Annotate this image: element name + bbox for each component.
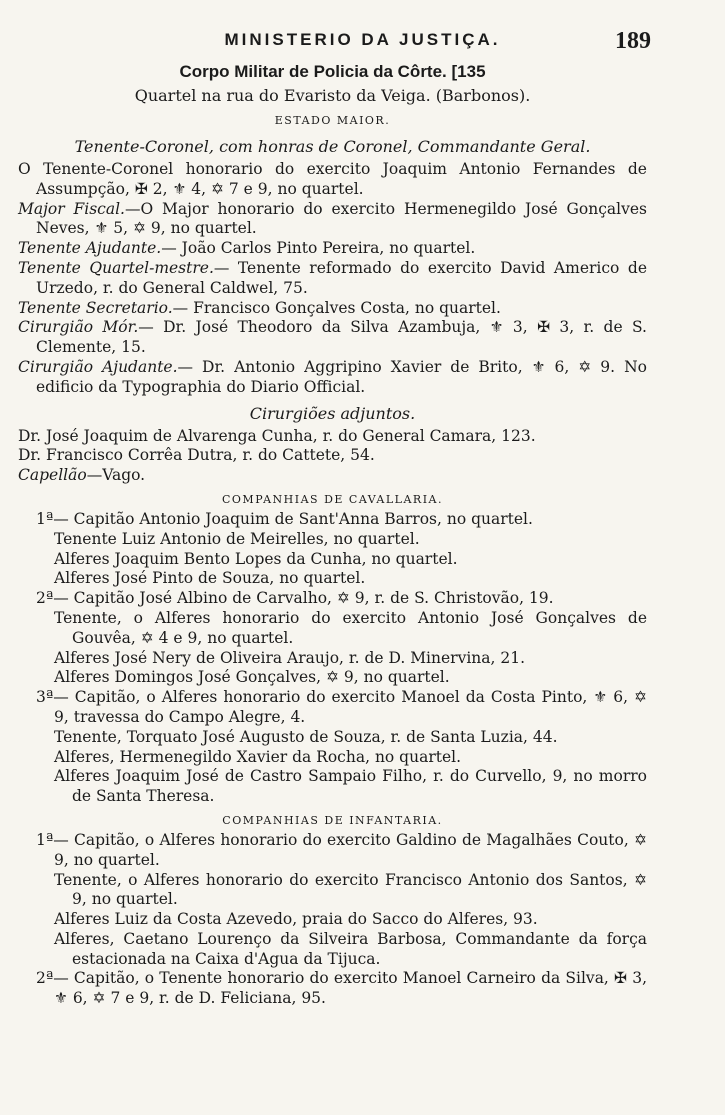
company-captain [18, 831, 647, 871]
captain-text: — Capitão Antonio Joaquim de Sant'Anna Barros, no quartel. [53, 509, 533, 528]
company-captain [18, 589, 647, 609]
entry-text: —O Major honorario do exercito Hermenegildo José Gonçalves Neves, ⚜ 5, ✡ 9, no quartel. [36, 199, 647, 238]
entry-role: Major Fiscal. [18, 199, 125, 218]
entry-text: — Francisco Gonçalves Costa, no quartel. [172, 298, 501, 317]
captain-text: — Capitão, o Alferes honorario do exercito Manoel da Costa Pinto, ⚜ 6, ✡ 9, travessa do Campo Alegre, 4. [53, 688, 647, 726]
entry-role: Tenente Ajudante. [18, 239, 162, 258]
entry-role: Capellão [18, 466, 87, 485]
section-address: Quartel na rua do Evaristo da Veiga. (Barbonos). [134, 86, 531, 105]
company-number: 2ª [36, 589, 54, 608]
company-officer: Tenente, Torquato José Augusto de Souza, r. de Santa Luzia, 44. [54, 727, 558, 746]
adjunto-entry: Dr. Francisco Corrêa Dutra, r. do Cattete, 54. [18, 446, 375, 465]
company-officer: Alferes Domingos José Gonçalves, ✡ 9, no quartel. [54, 668, 450, 687]
company-officer: Alferes, Caetano Lourenço da Silveira Barbosa, Commandante da força estacionada na Caixa d'Agua da Tijuca. [54, 929, 647, 968]
company-number: 1ª [36, 509, 54, 528]
entry-text: —Vago. [86, 466, 146, 485]
company-number: 3ª [36, 688, 54, 707]
captain-text: — Capitão, o Alferes honorario do exercito Galdino de Magalhães Couto, ✡ 9, no quartel. [53, 830, 647, 869]
entry-cirurgiao-ajudante [18, 358, 647, 398]
cavallaria-caption: COMPANHIAS DE CAVALLARIA. [222, 492, 443, 506]
entry-text: — Dr. José Theodoro da Silva Azambuja, ⚜ 3, ✠ 3, r. de S. Clemente, 15. [36, 318, 647, 357]
company-officer: Alferes Joaquim José de Castro Sampaio Filho, r. do Curvello, 9, no morro de Santa Theresa. [54, 767, 647, 806]
company-officer: Alferes José Pinto de Souza, no quartel. [54, 569, 366, 588]
section-title: Corpo Militar de Policia da Côrte. [135 [179, 62, 486, 81]
entry-role: Cirurgião Mór. [18, 318, 139, 337]
entry-tenente-ajudante [18, 239, 647, 259]
page-body [18, 60, 647, 1009]
page-number: 189 [615, 28, 651, 54]
running-title: MINISTERIO DA JUSTIÇA. [224, 30, 501, 49]
estado-maior-subheading: Tenente-Coronel, com honras de Coronel, Commandante Geral. [74, 137, 591, 156]
company-officer: Tenente, o Alferes honorario do exercito Francisco Antonio dos Santos, ✡ 9, no quartel. [54, 870, 647, 909]
company-number: 1ª [36, 830, 54, 849]
company-captain [18, 969, 647, 1009]
adjuntos-heading: Cirurgiões adjuntos. [249, 403, 416, 423]
entry-cirurgiao-mor [18, 318, 647, 358]
estado-maior-caption: ESTADO MAIOR. [274, 114, 391, 127]
entry-major-fiscal [18, 200, 647, 240]
entry-text: O Tenente-Coronel honorario do exercito Joaquim Antonio Fernandes de Assumpção, ✠ 2, ⚜ 4, ✡ 7 e 9, no quartel. [18, 160, 647, 198]
company-officer: Tenente, o Alferes honorario do exercito Antonio José Gonçalves de Gouvêa, ✡ 4 e 9, no quartel. [54, 608, 647, 647]
captain-text: — Capitão José Albino de Carvalho, ✡ 9, r. de S. Christovão, 19. [53, 589, 554, 608]
entry-role: Tenente Secretario. [18, 298, 173, 317]
entry-role: Cirurgião Ajudante. [18, 357, 178, 376]
adjunto-entry: Dr. José Joaquim de Alvarenga Cunha, r. do General Camara, 123. [18, 426, 536, 445]
entry-role: Tenente Quartel-mestre. [18, 258, 214, 277]
entry-text: — Tenente reformado do exercito David Americo de Urzedo, r. do General Caldwel, 75. [36, 258, 647, 297]
entry-tenente-secretario [18, 299, 647, 319]
company-officer: Alferes, Hermenegildo Xavier da Rocha, no quartel. [54, 747, 462, 766]
company-number: 2ª [36, 969, 54, 988]
entry-commandante [18, 160, 647, 200]
company-captain [18, 510, 647, 530]
infantaria-caption: COMPANHIAS DE INFANTARIA. [222, 813, 443, 827]
company-officer: Alferes José Nery de Oliveira Araujo, r. de D. Minervina, 21. [54, 648, 526, 667]
entry-text: — Dr. Antonio Aggripino Xavier de Brito, ⚜ 6, ✡ 9. No edificio da Typographia do Diario Official. [36, 357, 647, 396]
entry-text: — João Carlos Pinto Pereira, no quartel. [161, 239, 476, 258]
captain-text: — Capitão, o Tenente honorario do exercito Manoel Carneiro da Silva, ✠ 3, ⚜ 6, ✡ 7 e 9, r. de D. Feliciana, 95. [53, 969, 647, 1008]
company-captain [18, 688, 647, 728]
company-officer: Tenente Luiz Antonio de Meirelles, no quartel. [54, 529, 420, 548]
entry-tenente-quartel-mestre [18, 259, 647, 299]
entry-capellao [18, 466, 647, 486]
company-officer: Alferes Joaquim Bento Lopes da Cunha, no quartel. [54, 549, 458, 568]
running-header [0, 28, 725, 56]
company-officer: Alferes Luiz da Costa Azevedo, praia do Sacco do Alferes, 93. [54, 910, 538, 929]
